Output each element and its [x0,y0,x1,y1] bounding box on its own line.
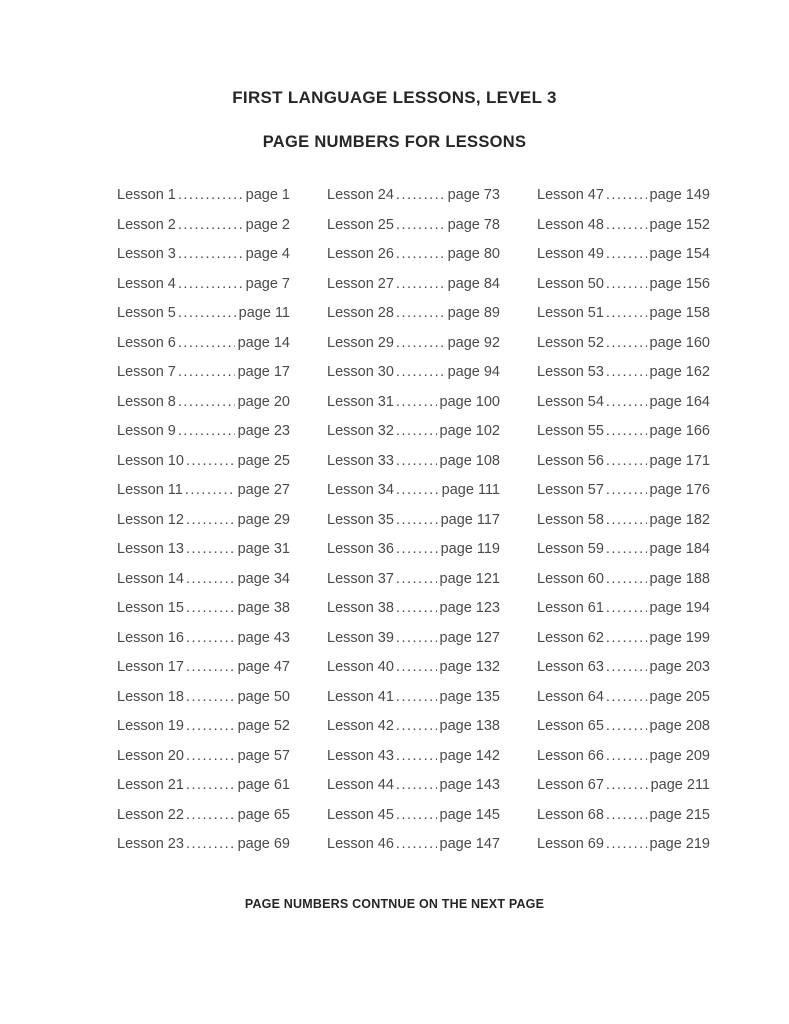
lesson-label: Lesson 14 [117,570,184,587]
page-number-label: page 154 [649,246,710,262]
page-number-label: page 152 [649,216,710,233]
lesson-label: Lesson 24 [327,187,394,203]
dot-leader [396,453,437,469]
toc-entry [537,364,710,394]
page-number-label: page 138 [439,718,500,734]
toc-entry [117,512,290,542]
toc-entry [117,305,290,335]
dot-leader [606,453,647,469]
lesson-label: Lesson 29 [327,334,394,351]
page-number-label: page 47 [237,659,290,675]
dot-leader [178,423,235,439]
dot-leader [178,276,243,292]
lesson-label: Lesson 13 [117,541,184,557]
lesson-label: Lesson 57 [537,482,604,498]
lesson-label: Lesson 2 [117,216,176,233]
lesson-label: Lesson 8 [117,393,176,410]
page-number-label: page 121 [439,570,500,587]
page-number-label: page 43 [237,629,290,646]
lesson-label: Lesson 16 [117,629,184,646]
dot-leader [396,217,445,233]
page-number-label: page 164 [649,393,710,410]
page-number-label: page 143 [439,777,500,793]
page-number-label: page 27 [237,482,290,498]
dot-leader [178,364,235,380]
page-number-label: page 145 [439,806,500,823]
toc-entry [327,423,500,453]
toc-entry [537,541,710,571]
dot-leader [606,718,647,734]
lesson-label: Lesson 62 [537,629,604,646]
lesson-label: Lesson 6 [117,334,176,351]
toc-entry [117,718,290,748]
toc-entry [327,777,500,807]
lesson-label: Lesson 36 [327,541,394,557]
page-number-label: page 199 [649,629,710,646]
dot-leader [186,748,235,764]
dot-leader [606,541,647,557]
lesson-label: Lesson 11 [117,482,183,498]
toc-entry [537,335,710,365]
dot-leader [396,659,437,675]
page-number-label: page 73 [447,187,500,203]
dot-leader [606,482,647,498]
lesson-label: Lesson 58 [537,511,604,528]
dot-leader [396,276,445,292]
page-number-label: page 203 [649,659,710,675]
dot-leader [178,335,235,351]
page-number-label: page 17 [237,364,290,380]
toc-entry [117,364,290,394]
page-number-label: page 119 [440,541,500,557]
dot-leader [186,571,235,587]
dot-leader [396,836,437,852]
lesson-label: Lesson 41 [327,688,394,705]
page-number-label: page 31 [237,541,290,557]
lesson-label: Lesson 4 [117,275,176,292]
lesson-label: Lesson 53 [537,364,604,380]
page-number-label: page 69 [237,836,290,852]
toc-entry [537,659,710,689]
page-number-label: page 100 [439,393,500,410]
page-number-label: page 94 [447,364,500,380]
dot-leader [606,807,647,823]
dot-leader [606,187,647,203]
toc-entry [117,689,290,719]
dot-leader [396,571,437,587]
lesson-label: Lesson 55 [537,423,604,439]
dot-leader [178,246,243,262]
dot-leader [186,777,235,793]
lesson-label: Lesson 31 [327,393,394,410]
lesson-label: Lesson 33 [327,452,394,469]
dot-leader [396,512,438,528]
page-number-label: page 108 [439,452,500,469]
dot-leader [606,659,647,675]
dot-leader [606,571,647,587]
dot-leader [606,276,647,292]
lesson-label: Lesson 39 [327,629,394,646]
toc-entry [327,541,500,571]
toc-entry [537,246,710,276]
lesson-label: Lesson 40 [327,659,394,675]
lesson-label: Lesson 1 [117,187,176,203]
toc-entry [117,453,290,483]
toc-entry [117,836,290,866]
dot-leader [396,335,445,351]
page-number-label: page 78 [447,216,500,233]
dot-leader [606,777,648,793]
lesson-label: Lesson 56 [537,452,604,469]
lesson-label: Lesson 9 [117,423,176,439]
page-number-label: page 176 [649,482,710,498]
page-number-label: page 219 [649,836,710,852]
toc-entry [537,482,710,512]
toc-column-1 [117,187,290,866]
toc-entry [327,335,500,365]
lesson-label: Lesson 68 [537,806,604,823]
dot-leader [185,482,235,498]
page-number-label: page 92 [447,334,500,351]
page-number-label: page 38 [237,600,290,616]
dot-leader [186,541,235,557]
dot-leader [186,630,235,646]
lesson-label: Lesson 47 [537,187,604,203]
toc-entry [327,571,500,601]
page-number-label: page 123 [439,600,500,616]
lesson-label: Lesson 61 [537,600,604,616]
dot-leader [178,217,243,233]
dot-leader [186,453,235,469]
toc-entry [537,807,710,837]
lesson-label: Lesson 32 [327,423,394,439]
page-number-label: page 80 [447,246,500,262]
page-number-label: page 7 [245,275,290,292]
dot-leader [396,305,445,321]
page-number-label: page 2 [245,216,290,233]
toc-entry [117,335,290,365]
page-number-label: page 34 [237,570,290,587]
page-number-label: page 182 [649,511,710,528]
lesson-label: Lesson 18 [117,688,184,705]
toc-entry [537,217,710,247]
lesson-label: Lesson 69 [537,836,604,852]
dot-leader [606,423,647,439]
lesson-label: Lesson 46 [327,836,394,852]
dot-leader [606,689,647,705]
dot-leader [396,630,437,646]
toc-entry [327,394,500,424]
toc-entry [537,423,710,453]
dot-leader [606,748,647,764]
page-number-label: page 158 [649,305,710,321]
dot-leader [606,512,647,528]
page-number-label: page 209 [649,747,710,764]
toc-column-2 [327,187,500,866]
lesson-label: Lesson 52 [537,334,604,351]
lesson-label: Lesson 34 [327,482,394,498]
page-number-label: page 156 [649,275,710,292]
lesson-page-list [117,187,710,866]
lesson-label: Lesson 22 [117,806,184,823]
page-number-label: page 52 [237,718,290,734]
page-number-label: page 57 [237,747,290,764]
toc-entry [537,305,710,335]
toc-entry [117,541,290,571]
dot-leader [178,305,236,321]
lesson-label: Lesson 54 [537,393,604,410]
toc-entry [117,748,290,778]
lesson-label: Lesson 44 [327,777,394,793]
page-number-label: page 160 [649,334,710,351]
page-number-label: page 11 [238,305,290,321]
lesson-label: Lesson 66 [537,747,604,764]
dot-leader [396,807,437,823]
lesson-label: Lesson 50 [537,275,604,292]
footer-note: PAGE NUMBERS CONTNUE ON THE NEXT PAGE [244,896,545,911]
lesson-label: Lesson 28 [327,305,394,321]
toc-entry [117,600,290,630]
toc-entry [327,512,500,542]
page-number-label: page 149 [649,187,710,203]
toc-entry [327,689,500,719]
toc-entry [327,600,500,630]
lesson-label: Lesson 27 [327,275,394,292]
page-number-label: page 65 [237,806,290,823]
dot-leader [606,394,647,410]
toc-entry [537,748,710,778]
toc-column-3 [537,187,710,866]
dot-leader [606,630,647,646]
toc-entry [327,807,500,837]
lesson-label: Lesson 19 [117,718,184,734]
toc-entry [327,748,500,778]
lesson-label: Lesson 20 [117,747,184,764]
page-number-label: page 147 [439,836,500,852]
dot-leader [606,335,647,351]
toc-entry [117,217,290,247]
toc-entry [117,777,290,807]
dot-leader [396,541,438,557]
toc-entry [117,630,290,660]
page-number-label: page 84 [447,275,500,292]
dot-leader [396,482,439,498]
page-number-label: page 127 [439,629,500,646]
lesson-label: Lesson 5 [117,305,176,321]
lesson-label: Lesson 49 [537,246,604,262]
lesson-label: Lesson 15 [117,600,184,616]
page-number-label: page 184 [649,541,710,557]
lesson-label: Lesson 67 [537,777,604,793]
toc-entry [537,571,710,601]
lesson-label: Lesson 45 [327,806,394,823]
lesson-label: Lesson 26 [327,246,394,262]
lesson-label: Lesson 3 [117,246,176,262]
toc-entry [117,394,290,424]
lesson-label: Lesson 64 [537,688,604,705]
lesson-label: Lesson 65 [537,718,604,734]
toc-entry [327,482,500,512]
page-number-label: page 14 [237,334,290,351]
lesson-label: Lesson 21 [117,777,184,793]
page-number-label: page 20 [237,393,290,410]
page-number-label: page 89 [447,305,500,321]
toc-entry [117,246,290,276]
page-number-label: page 211 [650,777,710,793]
lesson-label: Lesson 37 [327,570,394,587]
lesson-label: Lesson 42 [327,718,394,734]
toc-entry [327,718,500,748]
lesson-label: Lesson 48 [537,216,604,233]
lesson-label: Lesson 38 [327,600,394,616]
lesson-label: Lesson 59 [537,541,604,557]
toc-entry [537,600,710,630]
dot-leader [396,364,445,380]
toc-entry [537,187,710,217]
toc-entry [537,718,710,748]
lesson-label: Lesson 63 [537,659,604,675]
lesson-label: Lesson 10 [117,452,184,469]
page-number-label: page 25 [237,452,290,469]
dot-leader [178,187,243,203]
page-number-label: page 205 [649,688,710,705]
dot-leader [606,217,647,233]
toc-entry [117,807,290,837]
page-number-label: page 194 [649,600,710,616]
page-number-label: page 215 [649,806,710,823]
dot-leader [396,689,437,705]
lesson-label: Lesson 60 [537,570,604,587]
toc-entry [537,512,710,542]
toc-entry [537,453,710,483]
dot-leader [396,246,445,262]
page-number-label: page 23 [237,423,290,439]
toc-entry [117,659,290,689]
toc-entry [327,217,500,247]
dot-leader [396,423,437,439]
toc-entry [537,394,710,424]
toc-entry [327,364,500,394]
toc-entry [117,571,290,601]
page-number-label: page 188 [649,570,710,587]
lesson-label: Lesson 17 [117,659,184,675]
page-number-label: page 117 [440,511,500,528]
dot-leader [396,394,437,410]
toc-entry [537,836,710,866]
dot-leader [396,777,437,793]
dot-leader [606,305,647,321]
dot-leader [186,512,235,528]
toc-entry [327,305,500,335]
dot-leader [606,600,647,616]
page-number-label: page 111 [441,482,500,498]
dot-leader [396,187,445,203]
lesson-label: Lesson 23 [117,836,184,852]
page-number-label: page 1 [245,187,290,203]
dot-leader [186,718,235,734]
page-number-label: page 171 [649,452,710,469]
page-number-label: page 29 [237,511,290,528]
dot-leader [606,364,647,380]
dot-leader [186,836,235,852]
toc-entry [537,689,710,719]
page-number-label: page 102 [439,423,500,439]
page-number-label: page 132 [439,659,500,675]
dot-leader [396,718,437,734]
toc-entry [117,482,290,512]
toc-entry [537,276,710,306]
toc-entry [537,777,710,807]
toc-entry [327,276,500,306]
page-number-label: page 142 [439,747,500,764]
toc-entry [537,630,710,660]
toc-entry [327,453,500,483]
dot-leader [396,748,437,764]
page-number-label: page 50 [237,688,290,705]
page-number-label: page 135 [439,688,500,705]
toc-entry [327,659,500,689]
page-number-label: page 162 [649,364,710,380]
page-number-label: page 208 [649,718,710,734]
lesson-label: Lesson 43 [327,747,394,764]
lesson-label: Lesson 12 [117,511,184,528]
dot-leader [178,394,235,410]
dot-leader [606,246,647,262]
dot-leader [606,836,647,852]
dot-leader [186,600,235,616]
lesson-label: Lesson 30 [327,364,394,380]
dot-leader [186,807,235,823]
toc-entry [117,187,290,217]
page-title: FIRST LANGUAGE LESSONS, LEVEL 3 [232,88,557,107]
page-subtitle: PAGE NUMBERS FOR LESSONS [262,133,527,151]
toc-entry [327,836,500,866]
toc-entry [327,630,500,660]
toc-entry [117,276,290,306]
page-number-label: page 61 [237,777,290,793]
page-number-label: page 4 [245,246,290,262]
page-number-label: page 166 [649,423,710,439]
dot-leader [186,659,235,675]
lesson-label: Lesson 35 [327,511,394,528]
lesson-label: Lesson 25 [327,216,394,233]
toc-entry [117,423,290,453]
dot-leader [186,689,235,705]
dot-leader [396,600,437,616]
lesson-label: Lesson 51 [537,305,604,321]
toc-entry [327,246,500,276]
lesson-label: Lesson 7 [117,364,176,380]
toc-entry [327,187,500,217]
